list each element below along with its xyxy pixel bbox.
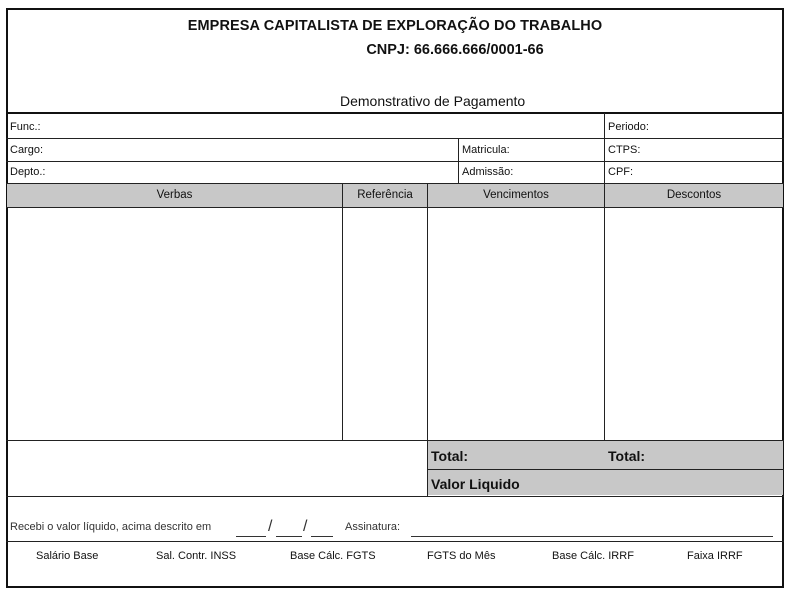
signature-line [411, 536, 773, 537]
divider-col-middle [458, 139, 459, 183]
field-matricula: Matricula: [462, 144, 510, 156]
footer-base-calc-irrf: Base Cálc. IRRF [552, 550, 634, 562]
divider-table-header [6, 207, 784, 208]
divider-row-1 [6, 138, 784, 139]
field-cargo: Cargo: [10, 144, 44, 156]
valor-liquido-label: Valor Liquido [431, 476, 520, 492]
date-month-line [276, 536, 302, 537]
footer-faixa-irrf: Faixa IRRF [687, 550, 743, 562]
column-header-vencimentos: Vencimentos [483, 189, 549, 201]
divider-after-totals [6, 496, 784, 497]
footer-sal-contr-inss: Sal. Contr. INSS [156, 550, 237, 562]
divider-footer [6, 541, 784, 542]
date-day-line [236, 536, 266, 537]
date-year-line [311, 536, 333, 537]
document-title: Demonstrativo de Pagamento [340, 93, 526, 109]
footer-salario-base: Salário Base [36, 550, 99, 562]
field-func: Func.: [10, 121, 41, 133]
company-name: EMPRESA CAPITALISTA DE EXPLORAÇÃO DO TRABALHO [187, 18, 603, 34]
company-cnpj: CNPJ: 66.666.666/0001-66 [366, 42, 544, 58]
divider-col-right [604, 113, 605, 183]
column-header-referencia: Referência [357, 189, 413, 201]
footer-fgts-do-mes: FGTS do Mês [427, 550, 496, 562]
divider-header [6, 112, 784, 114]
total-descontos-label: Total: [608, 448, 646, 464]
field-cpf: CPF: [608, 166, 634, 178]
total-vencimentos-label: Total: [431, 448, 469, 464]
divider-row-2 [6, 161, 784, 162]
signature-label: Assinatura: [345, 521, 401, 533]
field-ctps: CTPS: [608, 144, 641, 156]
divider-col-vencimentos [604, 184, 605, 470]
column-header-verbas: Verbas [156, 189, 193, 201]
column-header-descontos: Descontos [666, 189, 722, 201]
date-slash-1: / [268, 518, 273, 535]
receipt-text: Recebi o valor líquido, acima descrito em [10, 521, 212, 533]
divider-col-verbas [342, 184, 343, 440]
date-slash-2: / [303, 518, 308, 535]
divider-totals [427, 469, 784, 470]
field-depto: Depto.: [10, 166, 46, 178]
field-admissao: Admissão: [462, 166, 514, 178]
field-periodo: Periodo: [608, 121, 649, 133]
footer-base-calc-fgts: Base Cálc. FGTS [290, 550, 376, 562]
